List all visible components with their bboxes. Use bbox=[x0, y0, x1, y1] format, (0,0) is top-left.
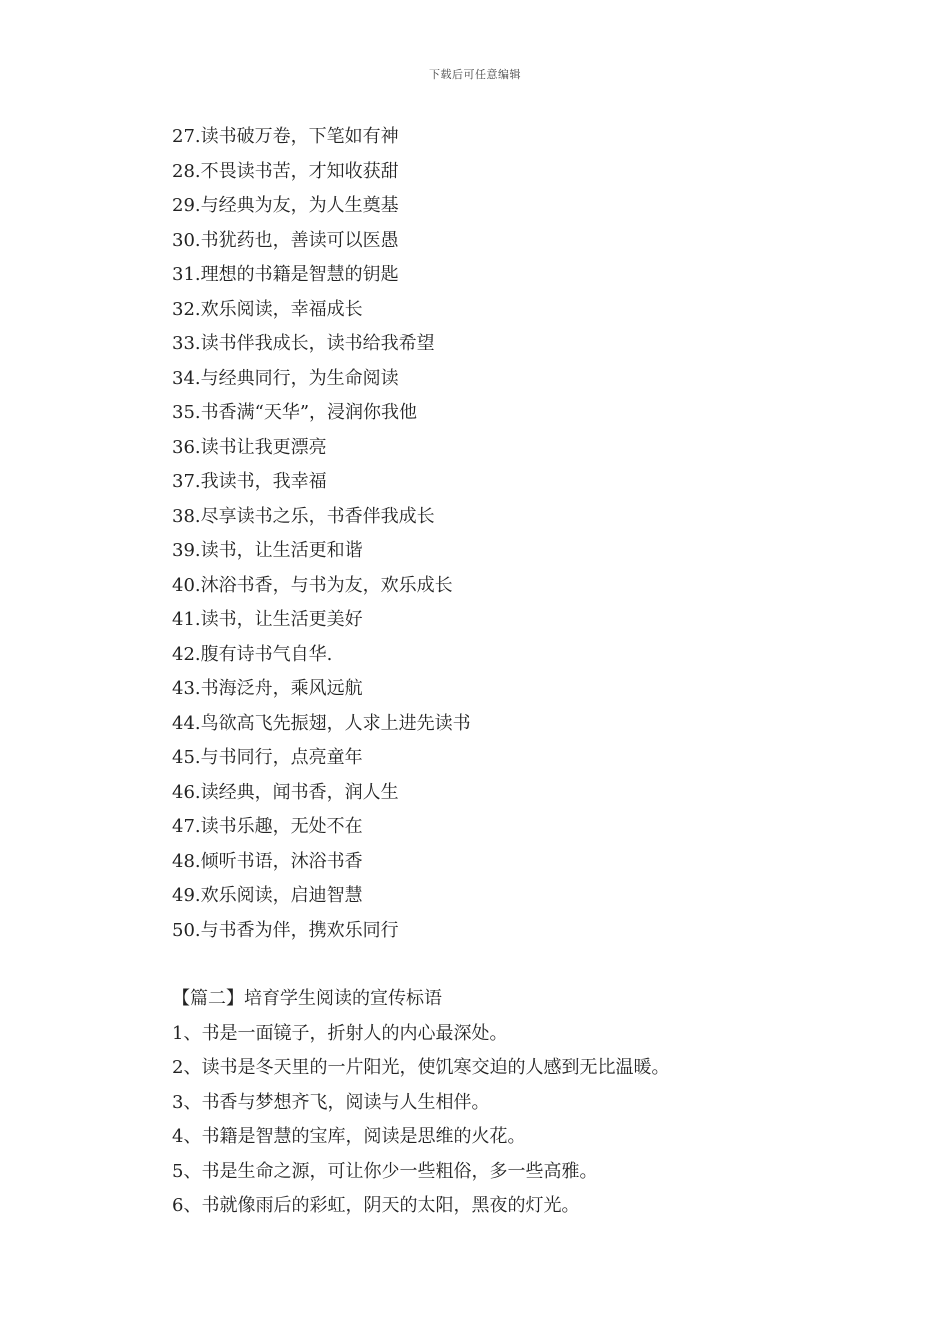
list-item: 46.读经典，闻书香，润人生 bbox=[172, 781, 399, 803]
list-item: 5、书是生命之源，可让你少一些粗俗，多一些高雅。 bbox=[172, 1160, 598, 1182]
list-item: 50.与书香为伴，携欢乐同行 bbox=[172, 919, 399, 941]
list-item: 33.读书伴我成长，读书给我希望 bbox=[172, 333, 435, 354]
section-spacer bbox=[172, 948, 872, 982]
list-item: 32.欢乐阅读，幸福成长 bbox=[172, 298, 363, 320]
list-item: 48.倾听书语，沐浴书香 bbox=[172, 850, 363, 872]
list-item: 45.与书同行，点亮童年 bbox=[172, 747, 363, 768]
list-item: 47.读书乐趣，无处不在 bbox=[172, 816, 363, 837]
list-item: 29.与经典为友，为人生奠基 bbox=[172, 195, 399, 216]
list-item: 49.欢乐阅读，启迪智慧 bbox=[172, 885, 363, 906]
list-item: 6、书就像雨后的彩虹，阴天的太阳，黑夜的灯光。 bbox=[172, 1195, 580, 1216]
list-item: 34.与经典同行，为生命阅读 bbox=[172, 367, 399, 389]
list-item: 31.理想的书籍是智慧的钥匙 bbox=[172, 264, 399, 285]
list-item: 44.鸟欲高飞先振翅，人求上进先读书 bbox=[172, 712, 471, 734]
list-item: 37.我读书，我幸福 bbox=[172, 471, 327, 492]
section-two bbox=[172, 982, 872, 1224]
list-item: 39.读书，让生活更和谐 bbox=[172, 540, 363, 561]
list-item: 27.读书破万卷，下笔如有神 bbox=[172, 126, 399, 147]
list-item: 40.沐浴书香，与书为友，欢乐成长 bbox=[172, 574, 453, 596]
section-heading: 【篇二】培育学生阅读的宣传标语 bbox=[172, 988, 442, 1009]
list-item: 1、书是一面镜子，折射人的内心最深处。 bbox=[172, 1022, 508, 1044]
list-item: 38.尽享读书之乐，书香伴我成长 bbox=[172, 505, 435, 527]
list-item: 2、读书是冬天里的一片阳光，使饥寒交迫的人感到无比温暖。 bbox=[172, 1057, 670, 1078]
list-item: 43.书海泛舟，乘风远航 bbox=[172, 678, 363, 699]
list-item: 35.书香满“天华”，浸润你我他 bbox=[172, 402, 418, 423]
document-content bbox=[172, 120, 872, 1224]
list-item: 28.不畏读书苦，才知收获甜 bbox=[172, 160, 399, 182]
list-item: 4、书籍是智慧的宝库，阅读是思维的火花。 bbox=[172, 1126, 526, 1147]
list-item: 41.读书，让生活更美好 bbox=[172, 609, 363, 630]
list-item: 30.书犹药也，善读可以医愚 bbox=[172, 229, 399, 251]
header-note: 下载后可任意编辑 bbox=[429, 68, 521, 81]
slogan-list bbox=[172, 120, 872, 948]
list-item: 3、书香与梦想齐飞，阅读与人生相伴。 bbox=[172, 1091, 490, 1113]
list-item: 36.读书让我更漂亮 bbox=[172, 436, 327, 458]
list-item: 42.腹有诗书气自华. bbox=[172, 643, 333, 665]
